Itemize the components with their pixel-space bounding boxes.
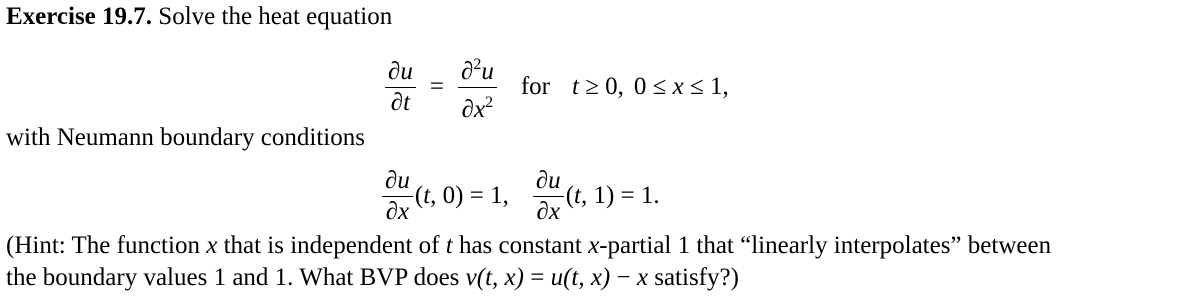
fraction-denominator: ∂x [536,197,560,225]
hint-text: -partial 1 that “linearly interpolates” between [599,232,1052,259]
fraction-numerator: ∂u [535,166,561,194]
hint-text: that is independent of [217,232,446,259]
condition-x-range: ≤ 1, [690,73,729,100]
exponent: 2 [473,55,482,73]
hint-text: (Hint: The function [6,232,207,259]
bc2-t: t [574,182,581,209]
math-x: x [636,264,648,291]
exercise-heading [6,3,392,31]
fraction-denominator [459,88,496,125]
bc2-rest: , 1) = 1. [580,182,660,209]
second-derivative-fraction [458,50,497,125]
condition-t: t [571,73,579,100]
math-u-expression: u(t, x) [550,264,611,291]
math-x: x [206,232,218,259]
fraction-numerator: ∂u [388,57,413,85]
fraction-numerator: ∂u [385,166,410,194]
boundary-conditions [380,163,660,229]
condition-zero: 0 ≤ [633,73,667,100]
heat-equation [383,49,729,125]
du-dx-fraction [533,166,564,227]
math-v-expression: v(t, x) [465,264,524,291]
fraction-denominator: ∂t [390,88,411,116]
du-dx-fraction [382,166,413,227]
math-t: t [445,232,453,259]
exercise-title: Solve the heat equation [158,3,393,30]
fraction-numerator [458,50,497,87]
boundary-conditions-intro: with Neumann boundary conditions [6,124,365,151]
exponent: 2 [485,93,494,111]
equals-sign: = [429,73,444,100]
exercise-label: Exercise 19.7. [6,3,153,30]
variable-u: u [481,57,494,85]
math-x: x [588,232,600,259]
minus-sign: − [610,264,637,291]
hint-text: the boundary values 1 and 1. What BVP does [6,264,466,291]
hint-text: satisfy?) [647,264,739,291]
equals-sign: = [523,264,551,291]
hint-line-2 [6,264,739,292]
bc2-open-paren: ( [565,182,575,209]
bc1-t: t [423,182,431,209]
bc1-open-paren: ( [414,182,424,209]
hint-line-1 [6,232,1051,260]
for-word: for [520,73,550,100]
du-dt-fraction [385,57,416,118]
bc1-rest: , 0) = 1, [430,182,509,209]
partial-symbol: ∂ [460,57,474,85]
condition-x: x [672,73,684,100]
hint-text: has constant [452,232,589,259]
fraction-denominator: ∂x [385,197,410,225]
partial-x: ∂x [461,95,486,123]
condition-t-range: ≥ 0, [585,73,624,100]
